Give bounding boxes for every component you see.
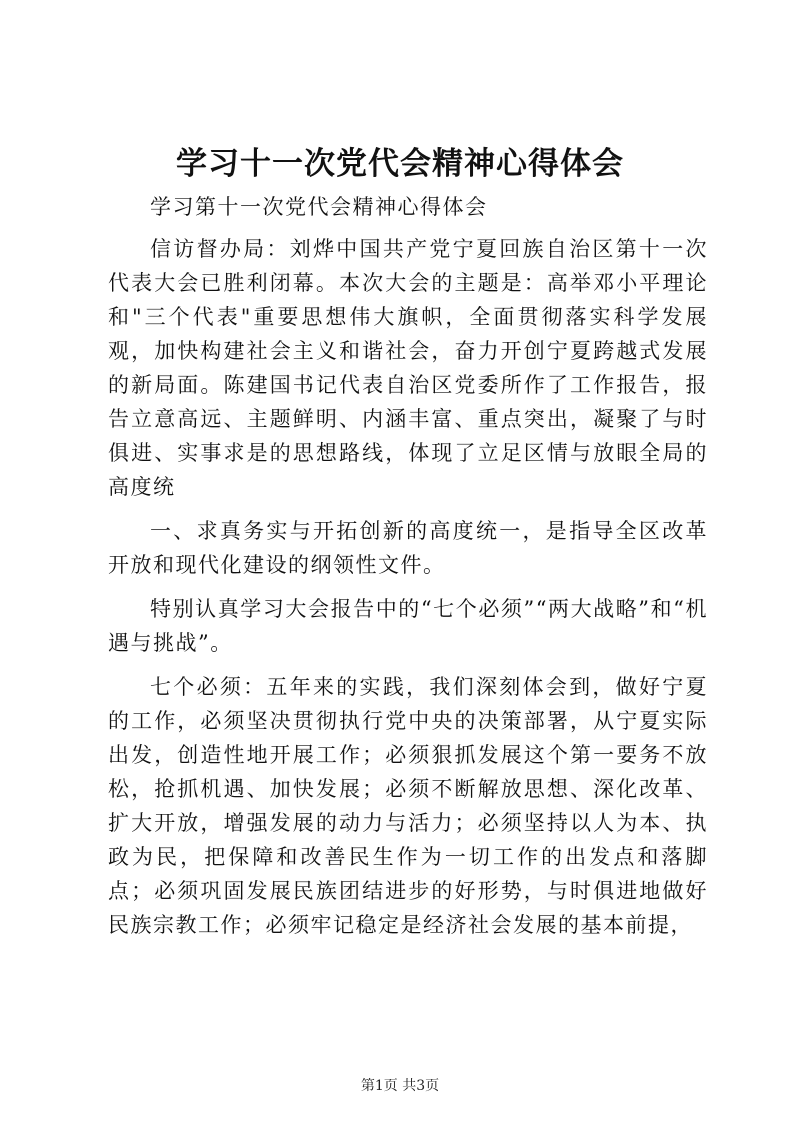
paragraph-unity: 一、求真务实与开拓创新的高度统一，是指导全区改革开放和现代化建设的纲领性文件。 [108,519,708,577]
page-footer: 第1页 共3页 [360,1078,440,1094]
paragraph-intro: 信访督办局：刘烨中国共产党宁夏回族自治区第十一次代表大会已胜利闭幕。本次大会的主题是：高举邓小平理论和"三个代表"重要思想伟大旗帜，全面贯彻落实科学发展观，加快构建社会主义和谐社会，奋力开创宁夏跨越式发展的新局面。陈建国书记代表自治区党委所作了工作报告，报告立意高远、主题鲜明、内涵丰富、重点突出，凝聚了与时俱进、实事求是的思想路线，体现了立足区情与放眼全局的高度统 [108,237,708,499]
paragraph-study-focus: 特别认真学习大会报告中的“七个必须”“两大战略”和“机遇与挑战”。 [108,597,708,655]
document-body [108,190,708,952]
document-title: 学习十一次党代会精神心得体会 [176,146,624,182]
document-subtitle: 学习第十一次党代会精神心得体会 [150,195,488,219]
paragraph-seven-musts: 七个必须：五年来的实践，我们深刻体会到，做好宁夏的工作，必须坚决贯彻执行党中央的决策部署，从宁夏实际出发，创造性地开展工作；必须狠抓发展这个第一要务不放松，抢抓机遇、加快发展；必须不断解放思想、深化改革、扩大开放，增强发展的动力与活力；必须坚持以人为本、执政为民，把保障和改善民生作为一切工作的出发点和落脚点；必须巩固发展民族团结进步的好形势，与时俱进地做好民族宗教工作；必须牢记稳定是经济社会发展的基本前提， [108,675,708,937]
